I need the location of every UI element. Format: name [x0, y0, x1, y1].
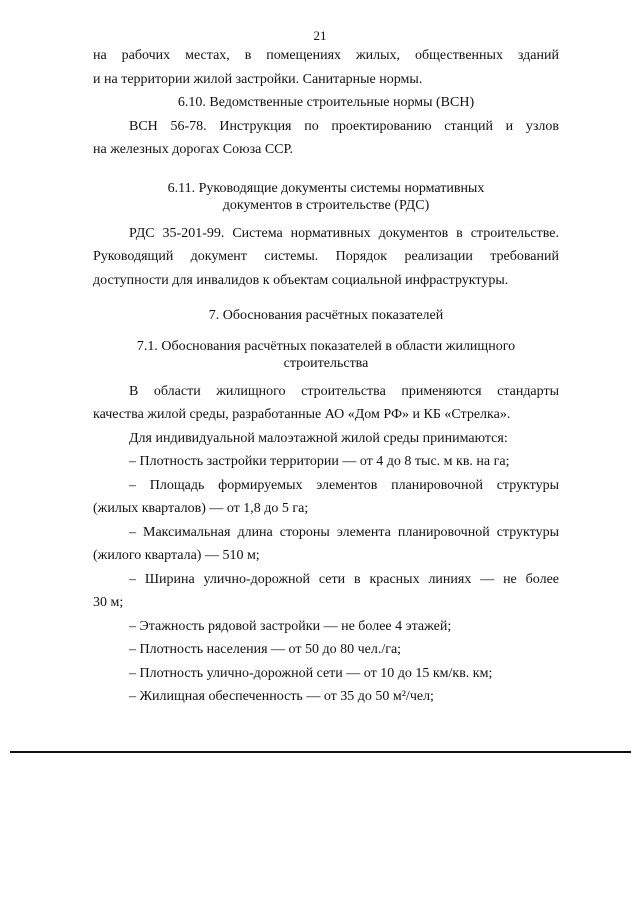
section-6-11-title	[93, 180, 559, 214]
section-6-11-title-line-1: 6.11. Руководящие документы системы нормативных	[167, 180, 485, 196]
section-7-1-title-line-1: 7.1. Обоснования расчётных показателей в области жилищного	[136, 338, 516, 354]
section-7-1-intro-line-2: качества жилой среды, разработанные АО «Дом РФ» и КБ «Стрелка».	[93, 407, 511, 422]
list-item	[93, 638, 559, 662]
section-6-10-title: 6.10. Ведомственные строительные нормы (ВСН)	[177, 95, 475, 110]
list-item-line-1: – Жилищная обеспеченность — от 35 до 50 м²/чел;	[129, 689, 434, 704]
list-item	[93, 450, 559, 474]
list-item-line-1: – Площадь формируемых элементов планировочной структуры	[129, 477, 559, 493]
section-7-1-lead: Для индивидуальной малоэтажной жилой среды принимаются:	[129, 430, 508, 446]
list-item	[93, 568, 559, 615]
list-item-line-1: – Плотность улично-дорожной сети — от 10 до 15 км/кв. км;	[129, 665, 493, 681]
list-item-line-2: (жилых кварталов) — от 1,8 до 5 га;	[93, 501, 309, 516]
section-7-1-title	[93, 338, 559, 372]
list-item	[93, 615, 559, 639]
list-item-line-1: – Максимальная длина стороны элемента планировочной структуры	[129, 524, 559, 540]
section-6-10-text-line-1: ВСН 56-78. Инструкция по проектированию станций и узлов	[129, 118, 559, 134]
section-7-1-title-line-2: строительства	[283, 355, 369, 371]
page-bottom-rule	[10, 751, 631, 753]
list-item	[93, 474, 559, 521]
list-item-line-1: – Этажность рядовой застройки –– не более 4 этажей;	[129, 618, 452, 634]
top-paragraph-line-1: на рабочих местах, в помещениях жилых, общественных зданий	[93, 48, 559, 63]
list-item	[93, 521, 559, 568]
section-6-11-text-line-1: РДС 35-201-99. Система нормативных документов в строительстве.	[129, 225, 559, 241]
list-item-line-2: 30 м;	[93, 595, 124, 610]
section-6-11-text-line-3: доступности для инвалидов к объектам социальной инфраструктуры.	[93, 272, 509, 288]
page-number: 21	[313, 28, 327, 43]
section-7-title: 7. Обоснования расчётных показателей	[208, 308, 444, 323]
list-item-line-2: (жилого квартала) — 510 м;	[93, 548, 260, 563]
section-6-11-title-line-2: документов в строительстве (РДС)	[222, 197, 430, 213]
list-item-line-1: – Плотность застройки территории — от 4 до 8 тыс. м кв. на га;	[129, 454, 510, 469]
list-item	[93, 685, 559, 709]
top-paragraph-line-2: и на территории жилой застройки. Санитарные нормы.	[93, 71, 423, 87]
list-item	[93, 662, 559, 686]
section-6-10-text-line-2: на железных дорогах Союза ССР.	[93, 142, 294, 157]
section-6-11-text-line-2: Руководящий документ системы. Порядок реализации требований	[93, 249, 559, 264]
section-7-1-intro-line-1: В области жилищного строительства применяются стандарты	[129, 383, 559, 399]
list-item-line-1: – Плотность населения — от 50 до 80 чел./га;	[129, 642, 402, 657]
document-body	[93, 44, 559, 709]
indicator-list	[93, 450, 559, 709]
list-item-line-1: – Ширина улично-дорожной сети в красных линиях — не более	[129, 571, 559, 587]
